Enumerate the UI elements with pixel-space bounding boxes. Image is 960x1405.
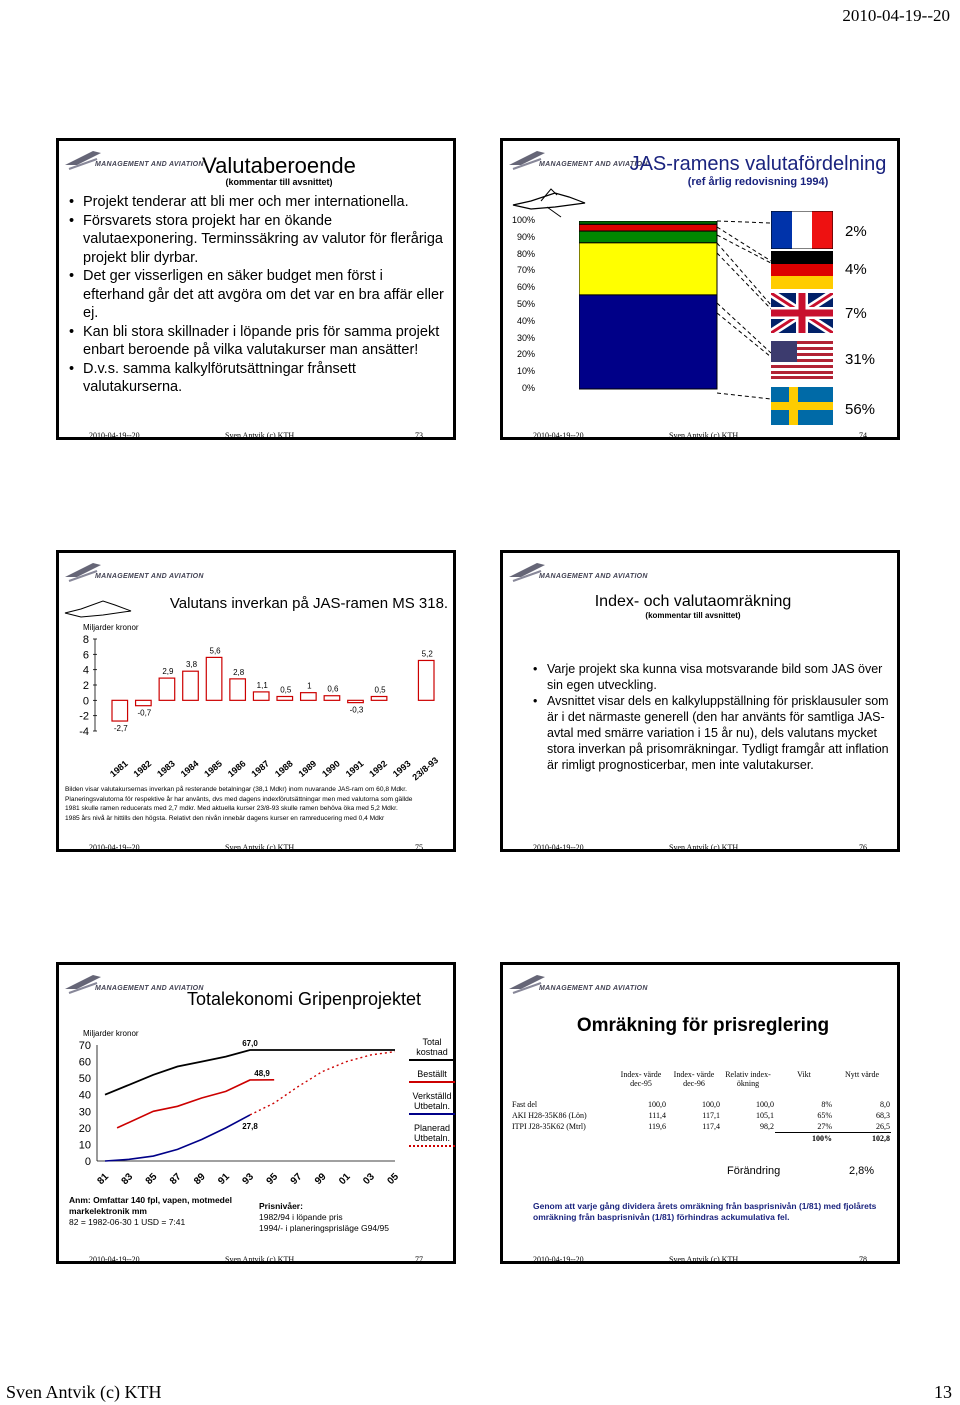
col-header: Relativ index- ökning <box>725 1070 771 1088</box>
y-tick-label: 20% <box>516 349 535 360</box>
x-tick-label: 1988 <box>272 758 295 779</box>
data-label: 27,8 <box>242 1121 258 1131</box>
x-tick-label: 87 <box>167 1171 184 1188</box>
bullet-item: • Kan bli stora skillnader i löpande pris för samma projekt enbart beroende på vilka valutakurser man ansätter! <box>65 323 445 360</box>
logo: MANAGEMENT AND AVIATION <box>507 145 677 175</box>
bar <box>112 700 128 721</box>
bar <box>348 700 364 702</box>
price-levels: Prisnivåer: 1982/94 i löpande pris 1994/- i planeringsprisläge G94/95 <box>259 1201 389 1233</box>
line-chart <box>65 1031 405 1193</box>
percent-label: 4% <box>845 261 867 278</box>
col-header: Index- värde dec-96 <box>673 1070 715 1088</box>
x-tick-label: 03 <box>361 1171 377 1188</box>
x-tick-label: 97 <box>288 1171 305 1188</box>
bullet-item: • Varje projekt ska kunna visa motsvarande bild som JAS över sin egen utveckling. <box>529 661 895 693</box>
percent-label: 31% <box>845 351 876 368</box>
stacked-segment <box>579 295 717 389</box>
data-label: 2,9 <box>162 667 174 677</box>
slide-74: MANAGEMENT AND AVIATION JAS-ramens valutafördelning (ref årlig redovisning 1994) 2% 4% 7% 31% 56% 2010-04-19--20 Sven Antvik (c) KTH 74 100% 90% 80% 70% 60% 50% 40% 30% 20% 10% 0% <box>500 138 900 440</box>
x-tick-label: 1989 <box>296 758 319 779</box>
x-tick-label: 93 <box>240 1171 257 1188</box>
legend-ordered: Beställt <box>409 1069 455 1083</box>
logo: MANAGEMENT AND AVIATION <box>507 969 677 999</box>
x-tick-label: 1987 <box>249 758 272 779</box>
y-tick-label: 10 <box>78 1139 91 1152</box>
logo: MANAGEMENT AND AVIATION <box>63 557 233 587</box>
slide-title: JAS-ramens valutafördelning (ref årlig redovisning 1994) <box>629 153 887 188</box>
change-value: 2,8% <box>849 1165 875 1177</box>
note: Anm: Omfattar 140 fpl, vapen, motmedel markelektronik mm 82 = 1982-06-30 1 USD = 7:41 <box>69 1195 232 1227</box>
stacked-segment <box>579 231 717 243</box>
slide-title: Valutans inverkan på JAS-ramen MS 318. <box>169 595 449 612</box>
data-label: 0,5 <box>280 685 292 695</box>
x-tick-label: 91 <box>216 1171 232 1188</box>
france-flag-icon <box>771 211 833 249</box>
x-tick-label: 99 <box>312 1171 329 1188</box>
y-tick-label: -2 <box>79 710 89 723</box>
legend-paid: Verkställd Utbetaln. <box>409 1091 455 1115</box>
x-tick-label: 1991 <box>343 758 366 779</box>
y-tick-label: 90% <box>516 231 535 242</box>
note: Genom att varje gång dividera årets omräkning från basprisnivån (1/81) med fjolårets omräkning från basprisnivån (1/81) förhindras ackumulativa fel. <box>533 1201 877 1222</box>
y-tick-label: 100% <box>511 215 535 225</box>
y-tick-label: 80% <box>516 248 535 259</box>
bar <box>277 697 293 701</box>
x-tick-label: 1981 <box>107 758 130 779</box>
data-label: 0,5 <box>374 685 386 695</box>
y-tick-label: 6 <box>82 649 89 662</box>
logo: MANAGEMENT AND AVIATION <box>507 557 677 587</box>
page-footer-author: Sven Antvik (c) KTH <box>6 1382 162 1402</box>
x-tick-label: 1986 <box>225 758 248 779</box>
aviation-logo-icon <box>63 557 103 587</box>
bullet-item: • D.v.s. samma kalkylförutsättningar frånsett valutakurserna. <box>65 360 445 397</box>
y-axis-label: Miljarder kronor <box>83 623 139 632</box>
table-header-row <box>511 1069 891 1089</box>
slide-75: MANAGEMENT AND AVIATION Valutans inverkan på JAS-ramen MS 318. Miljarder kronor 8 6 4 2 0 -2 -4 -2,7 1981 -0,7 1982 2,9 1983 3,8 1984 5,6 1985 2,8 1986 1,1 1987 0,5 1988 1 1989 0,6 1990 -0,3 1991 0,5 1992 1993 5,2 23/8-93 Bilden visar valutakursernas inverkan på resterande betalningar (38,1 Mdkr) inom nuvarande JAS-ram om 60,8 Mdkr. Planeringsvalutorna för respektive år har använts, dvs med dagens indexförutsättningar men med valutorna som gällde 1981 skulle ramen reducerats med 2,7 mdkr. Med aktuella kurser 23/8-93 skulle ramen behöva öka med 5,2 Mdkr. 1985 års nivå är hittills den högsta. Relativt den nivån innebär dagens kurser en ramreducering med 0,4 Mdkr 2010-04-19--20 Sven Antvik (c) KTH 75 <box>56 550 456 852</box>
slide-78: MANAGEMENT AND AVIATION Omräkning för prisreglering Index- värde dec-95 Index- värde dec-96 Relativ index- ökning Vikt Nytt värde Fast del 100,0 100,0 100,0 8% 8,0 AKI H28-35K86 (Lön) 111,4 117,1 105,1 65% 68,3 ITPI J28-35K62 (Mtrl) 119,6 117,4 98,2 27% 26,5 100% 102,8 Förändring 2,8% Genom att varje gång dividera årets omräkning från basprisnivån (1/81) med fjolårets omräkning från basprisnivån (1/81) förhindras ackumulativa fel. 2010-04-19--20 Sven Antvik (c) KTH 78 <box>500 962 900 1264</box>
y-tick-label: 10% <box>516 366 535 377</box>
bar <box>230 679 246 700</box>
jet-aircraft-icon <box>63 595 133 625</box>
table-row: ITPI J28-35K62 (Mtrl) 119,6 117,4 98,2 27% 26,5 <box>512 1122 890 1132</box>
series-ordered <box>117 1080 274 1128</box>
sweden-flag-icon <box>771 387 833 425</box>
bar <box>418 660 434 700</box>
data-label: 2,8 <box>233 667 245 677</box>
y-tick-label: 60% <box>516 282 535 293</box>
aviation-logo-icon <box>63 969 103 999</box>
percent-label: 7% <box>845 305 867 322</box>
bar <box>253 692 269 700</box>
table-row: AKI H28-35K86 (Lön) 111,4 117,1 105,1 65% 68,3 <box>512 1111 890 1120</box>
aviation-logo-icon <box>63 145 103 175</box>
y-tick-label: 50% <box>516 299 535 309</box>
chart-legend <box>409 1037 455 1147</box>
legend-planned: Planerad Utbetaln. <box>409 1123 455 1147</box>
x-tick-label: 1984 <box>178 758 201 779</box>
y-tick-label: 0 <box>82 695 89 708</box>
slide-77: MANAGEMENT AND AVIATION Totalekonomi Gripenprojektet Miljarder kronor 70 60 50 40 30 20 10 0 81 83 85 87 89 91 93 95 97 99 01 03 05 67,0 48,9 27,8 Total kostnad Beställt Verkställd Utbetaln. Planerad Utbetaln. Anm: Omfattar 140 fpl, vapen, motmedel markelektronik mm 82 = 1982-06-30 1 USD = 7:41 Prisnivåer: 1982/94 i löpande pris 1994/- i planeringsprisläge G94/95 2010-04-19--20 Sven Antvik (c) KTH 77 <box>56 962 456 1264</box>
y-tick-label: 0% <box>521 383 535 393</box>
y-tick-label: 8 <box>82 634 89 646</box>
y-tick-label: 2 <box>82 680 89 692</box>
data-label: -0,7 <box>137 708 152 718</box>
x-tick-label: 83 <box>119 1171 136 1188</box>
x-tick-label: 85 <box>143 1171 160 1188</box>
y-tick-label: 40% <box>516 315 535 326</box>
bar <box>206 657 222 700</box>
data-label: 48,9 <box>254 1068 270 1078</box>
bar-chart <box>69 631 449 801</box>
data-label: 0,6 <box>327 684 339 694</box>
table-row: Fast del 100,0 100,0 100,0 8% 8,0 <box>512 1100 890 1109</box>
y-tick-label: 4 <box>82 664 89 677</box>
col-header: Nytt värde <box>845 1070 879 1079</box>
slide-title: Omräkning för prisreglering <box>576 1015 830 1036</box>
y-tick-label: 60 <box>78 1056 91 1069</box>
germany-flag-icon <box>771 251 833 289</box>
aviation-logo-icon <box>507 145 547 175</box>
x-tick-label: 1992 <box>367 758 390 779</box>
x-tick-label: 1990 <box>320 758 342 779</box>
bar <box>159 678 175 700</box>
y-tick-label: 30 <box>78 1106 91 1119</box>
x-tick-label: 1983 <box>155 758 177 779</box>
y-tick-label: 30% <box>516 332 535 343</box>
change-label: Förändring <box>727 1165 781 1177</box>
table-total-row: 100% 102,8 <box>812 1134 890 1143</box>
bullet-list <box>529 661 895 773</box>
x-tick-label: 89 <box>192 1171 208 1188</box>
data-label: -2,7 <box>113 724 128 734</box>
price-table <box>511 1069 891 1144</box>
series-total-cost <box>105 1050 395 1095</box>
logo: MANAGEMENT AND AVIATION <box>63 969 233 999</box>
data-label: 67,0 <box>242 1038 258 1048</box>
series-planned <box>250 1052 395 1115</box>
logo: MANAGEMENT AND AVIATION <box>63 145 233 175</box>
y-tick-label: 0 <box>84 1156 91 1168</box>
page-number: 13 <box>934 1382 952 1402</box>
bullet-item: • Det ger visserligen en säker budget men först i efterhand går det att avgöra om det var en bra affär eller ej. <box>65 267 445 323</box>
data-label: 3,8 <box>185 660 198 670</box>
bullet-item: • Försvarets stora projekt har en ökande valutaexponering. Terminssäkring av valutor för fleråriga projekt blir dyrbar. <box>65 212 445 268</box>
slide-73: MANAGEMENT AND AVIATION Valutaberoende (kommentar till avsnittet) • Projekt tenderar att bli mer och mer internationella. • Försvarets stora projekt har en ökande valutaexponering. Terminssäkring av valutor för fleråriga projekt blir dyrbar. • Det ger visserligen en säker budget men först i efterhand går det att avgöra om det var en bra affär eller ej. • Kan bli stora skillnader i löpande pris för samma projekt enbart beroende på vilka valutakurser man ansätter! • D.v.s. samma kalkylförutsättningar frånsett valutakurserna. 2010-04-19--20 Sven Antvik (c) KTH 73 <box>56 138 456 440</box>
data-label: 5,2 <box>421 649 433 659</box>
connector-lines <box>717 213 777 413</box>
jet-aircraft-icon <box>511 185 587 219</box>
slide-title: Index- och valutaomräkning (kommentar till avsnittet) <box>594 593 792 620</box>
data-label: 1,1 <box>256 680 268 690</box>
bar <box>371 697 387 701</box>
bar <box>324 696 340 701</box>
legend-total-cost: Total kostnad <box>409 1037 455 1061</box>
bullet-list <box>65 193 445 397</box>
x-tick-label: 1982 <box>131 758 154 779</box>
bullet-item: • Projekt tenderar att bli mer och mer internationella. <box>65 193 445 212</box>
aviation-logo-icon <box>507 969 547 999</box>
y-tick-label: -4 <box>79 726 89 738</box>
slide-title: Totalekonomi Gripenprojektet <box>186 989 422 1009</box>
stacked-bar-chart <box>579 221 719 393</box>
bar <box>183 671 199 700</box>
page-header-date: 2010-04-19--20 <box>842 6 950 25</box>
usa-flag-icon <box>771 341 833 379</box>
col-header: Vikt <box>797 1070 811 1079</box>
x-tick-label: 23/8-93 <box>410 755 441 783</box>
y-axis-label: Miljarder kronor <box>83 1029 139 1038</box>
y-tick-label: 20 <box>78 1122 91 1135</box>
chart-caption: Bilden visar valutakursernas inverkan på resterande betalningar (38,1 Mdkr) inom nuvarande JAS-ram om 60,8 Mdkr. Planeringsvalutorna för respektive år har använts, dvs med dagens indexförutsättningar men med valutorna som gällde 1981 skulle ramen reducerats med 2,7 mdkr. Med aktuella kurser 23/8-93 skulle ramen behöva öka med 5,2 Mdkr. 1985 års nivå är hittills den högsta. Relativt den nivån innebär dagens kurser en ramreducering med 0,4 Mdkr <box>65 786 413 822</box>
stacked-segment <box>579 224 717 231</box>
data-label: 1 <box>307 681 312 691</box>
y-tick-label: 50 <box>78 1073 91 1086</box>
stacked-segment <box>579 243 717 295</box>
data-label: 5,6 <box>209 646 221 656</box>
x-tick-label: 1985 <box>202 758 225 779</box>
percent-label: 2% <box>845 223 867 240</box>
x-tick-label: 01 <box>337 1171 353 1188</box>
data-label: -0,3 <box>349 705 364 715</box>
y-tick-label: 70% <box>516 265 535 276</box>
series-paid <box>105 1115 250 1161</box>
bar <box>301 693 317 701</box>
slide-76: MANAGEMENT AND AVIATION Index- och valutaomräkning (kommentar till avsnittet) • Varje projekt ska kunna visa motsvarande bild som JAS över sin egen utveckling. • Avsnittet visar dels en kalkyluppställning för prisklausuler som är i det närmaste generell (den har använts för samtliga JAS-avtal med smärre variation i 15 år nu), dels valutans mycket stora inverkan på prisomräkningar. Tydligt framgår att inflation är rimligt prognosticerbar, men inte valutakurser. 2010-04-19--20 Sven Antvik (c) KTH 76 <box>500 550 900 852</box>
aviation-logo-icon <box>507 557 547 587</box>
bar <box>136 700 152 705</box>
x-tick-label: 1993 <box>390 758 413 779</box>
slide-title: Valutaberoende (kommentar till avsnittet) <box>202 153 356 187</box>
x-tick-label: 81 <box>95 1171 112 1188</box>
percent-label: 56% <box>845 401 876 418</box>
uk-flag-icon <box>771 293 833 333</box>
y-tick-label: 40 <box>78 1089 91 1102</box>
y-tick-label: 70 <box>78 1040 91 1052</box>
stacked-segment <box>579 221 717 224</box>
col-header: Index- värde dec-95 <box>620 1070 662 1088</box>
x-tick-label: 95 <box>264 1171 281 1188</box>
x-tick-label: 05 <box>385 1171 402 1188</box>
bullet-item: • Avsnittet visar dels en kalkyluppställning för prisklausuler som är i det närmaste generell (den har använts för samtliga JAS-avtal med smärre variation i 15 år nu), dels valutans mycket stora inverkan på prisomräkningar. Tydligt framgår att inflation är rimligt prognosticerbar, men inte valutakurser. <box>529 693 895 773</box>
